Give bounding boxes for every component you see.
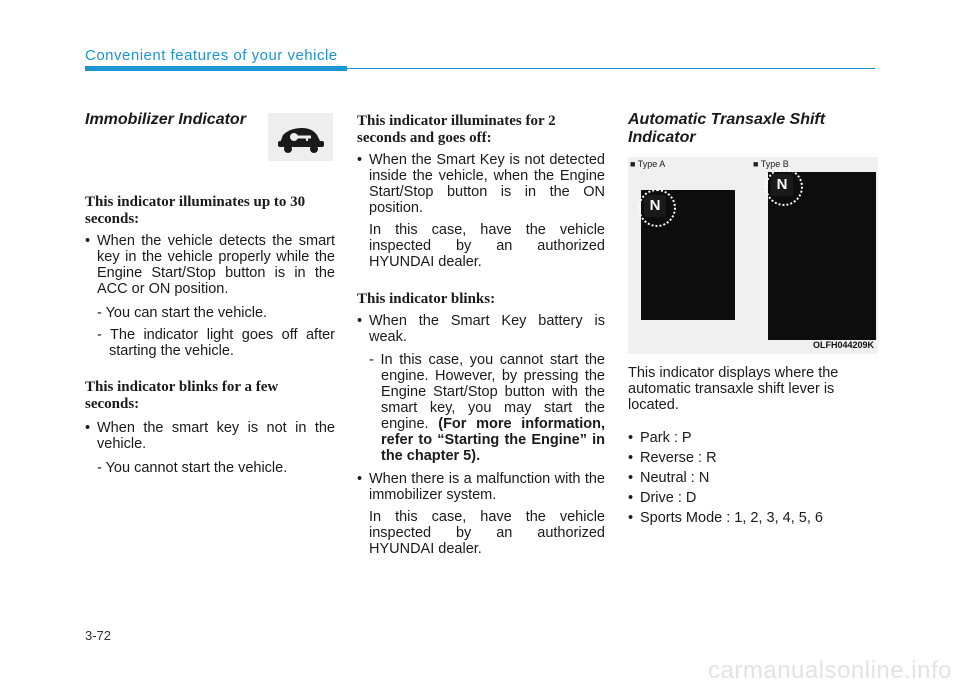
dash-plain-text: - In this case, you cannot start the engine. However, by pressing the Engine Start/Stop button with the smart key, you may start the engine.: [369, 352, 605, 432]
illuminates-2s-subheading: This indicator illuminates for 2 seconds and goes off:: [357, 113, 556, 146]
shift-indicator-figure: [628, 157, 878, 354]
shift-position-item: • Sports Mode : 1, 2, 3, 4, 5, 6: [628, 510, 878, 526]
column-shift-indicator: [628, 108, 878, 147]
illuminates-30s-subheading: This indicator illuminates up to 30 seconds:: [85, 194, 306, 227]
bullet-detects-smart-key: • When the vehicle detects the smart key in the vehicle properly while the Engine Start/Stop button is in the ACC or ON position.: [85, 233, 335, 297]
page-number: 3-72: [85, 628, 112, 643]
header-rule-thick: [85, 66, 347, 71]
type-a-label: ■ Type A: [630, 159, 666, 169]
shift-position-list: [628, 430, 878, 526]
blinks-subheading: This indicator blinks:: [357, 291, 496, 307]
immobilizer-heading: Immobilizer Indicator: [85, 111, 246, 128]
shift-position-item: • Park : P: [628, 430, 878, 446]
dash-cannot-start: - You cannot start the vehicle.: [97, 460, 288, 476]
shift-indicator-heading: Automatic Transaxle Shift Indicator: [628, 111, 826, 146]
bullet-not-detected: • When the Smart Key is not detected inside the vehicle, when the Engine Start/Stop button is in the ON position.: [357, 152, 605, 216]
immobilizer-indicator-icon: [268, 113, 333, 161]
dash-cannot-start-press-button: [357, 352, 605, 464]
para-inspected-2: In this case, have the vehicle inspected by an authorized HYUNDAI dealer.: [369, 509, 605, 557]
dash-light-off: - The indicator light goes off after starting the vehicle.: [97, 327, 335, 359]
shift-positions: [628, 365, 878, 526]
type-b-n-badge: N: [771, 174, 793, 196]
type-a-n-badge: N: [644, 195, 666, 217]
dash-bold-reference: (For more information, refer to “Starting the Engine” in the chapter 5).: [381, 416, 605, 464]
dash-can-start: - You can start the vehicle.: [97, 305, 268, 321]
para-inspected-1: In this case, have the vehicle inspected by an authorized HYUNDAI dealer.: [369, 222, 605, 270]
shift-position-item: • Neutral : N: [628, 470, 878, 486]
bullet-malfunction: • When there is a malfunction with the immobilizer system.: [357, 471, 605, 503]
type-b-label: ■ Type B: [753, 159, 789, 169]
shift-position-item: • Drive : D: [628, 490, 878, 506]
column-immobilizer: [85, 108, 335, 476]
bullet-battery-weak: • When the Smart Key battery is weak.: [357, 313, 605, 345]
bullet-key-not-in-vehicle: • When the smart key is not in the vehicle.: [85, 420, 335, 452]
blinks-few-seconds-subheading: This indicator blinks for a few seconds:: [85, 379, 279, 412]
shift-description: This indicator displays where the automatic transaxle shift lever is located.: [628, 365, 839, 413]
watermark: carmanualsonline.info: [708, 657, 952, 684]
shift-position-item: • Reverse : R: [628, 450, 878, 466]
header-title: Convenient features of your vehicle: [85, 47, 338, 64]
column-smart-key-indicator: [357, 108, 605, 557]
figure-code: OLFH044209K: [812, 340, 874, 350]
header-rule-thin: [347, 68, 875, 69]
